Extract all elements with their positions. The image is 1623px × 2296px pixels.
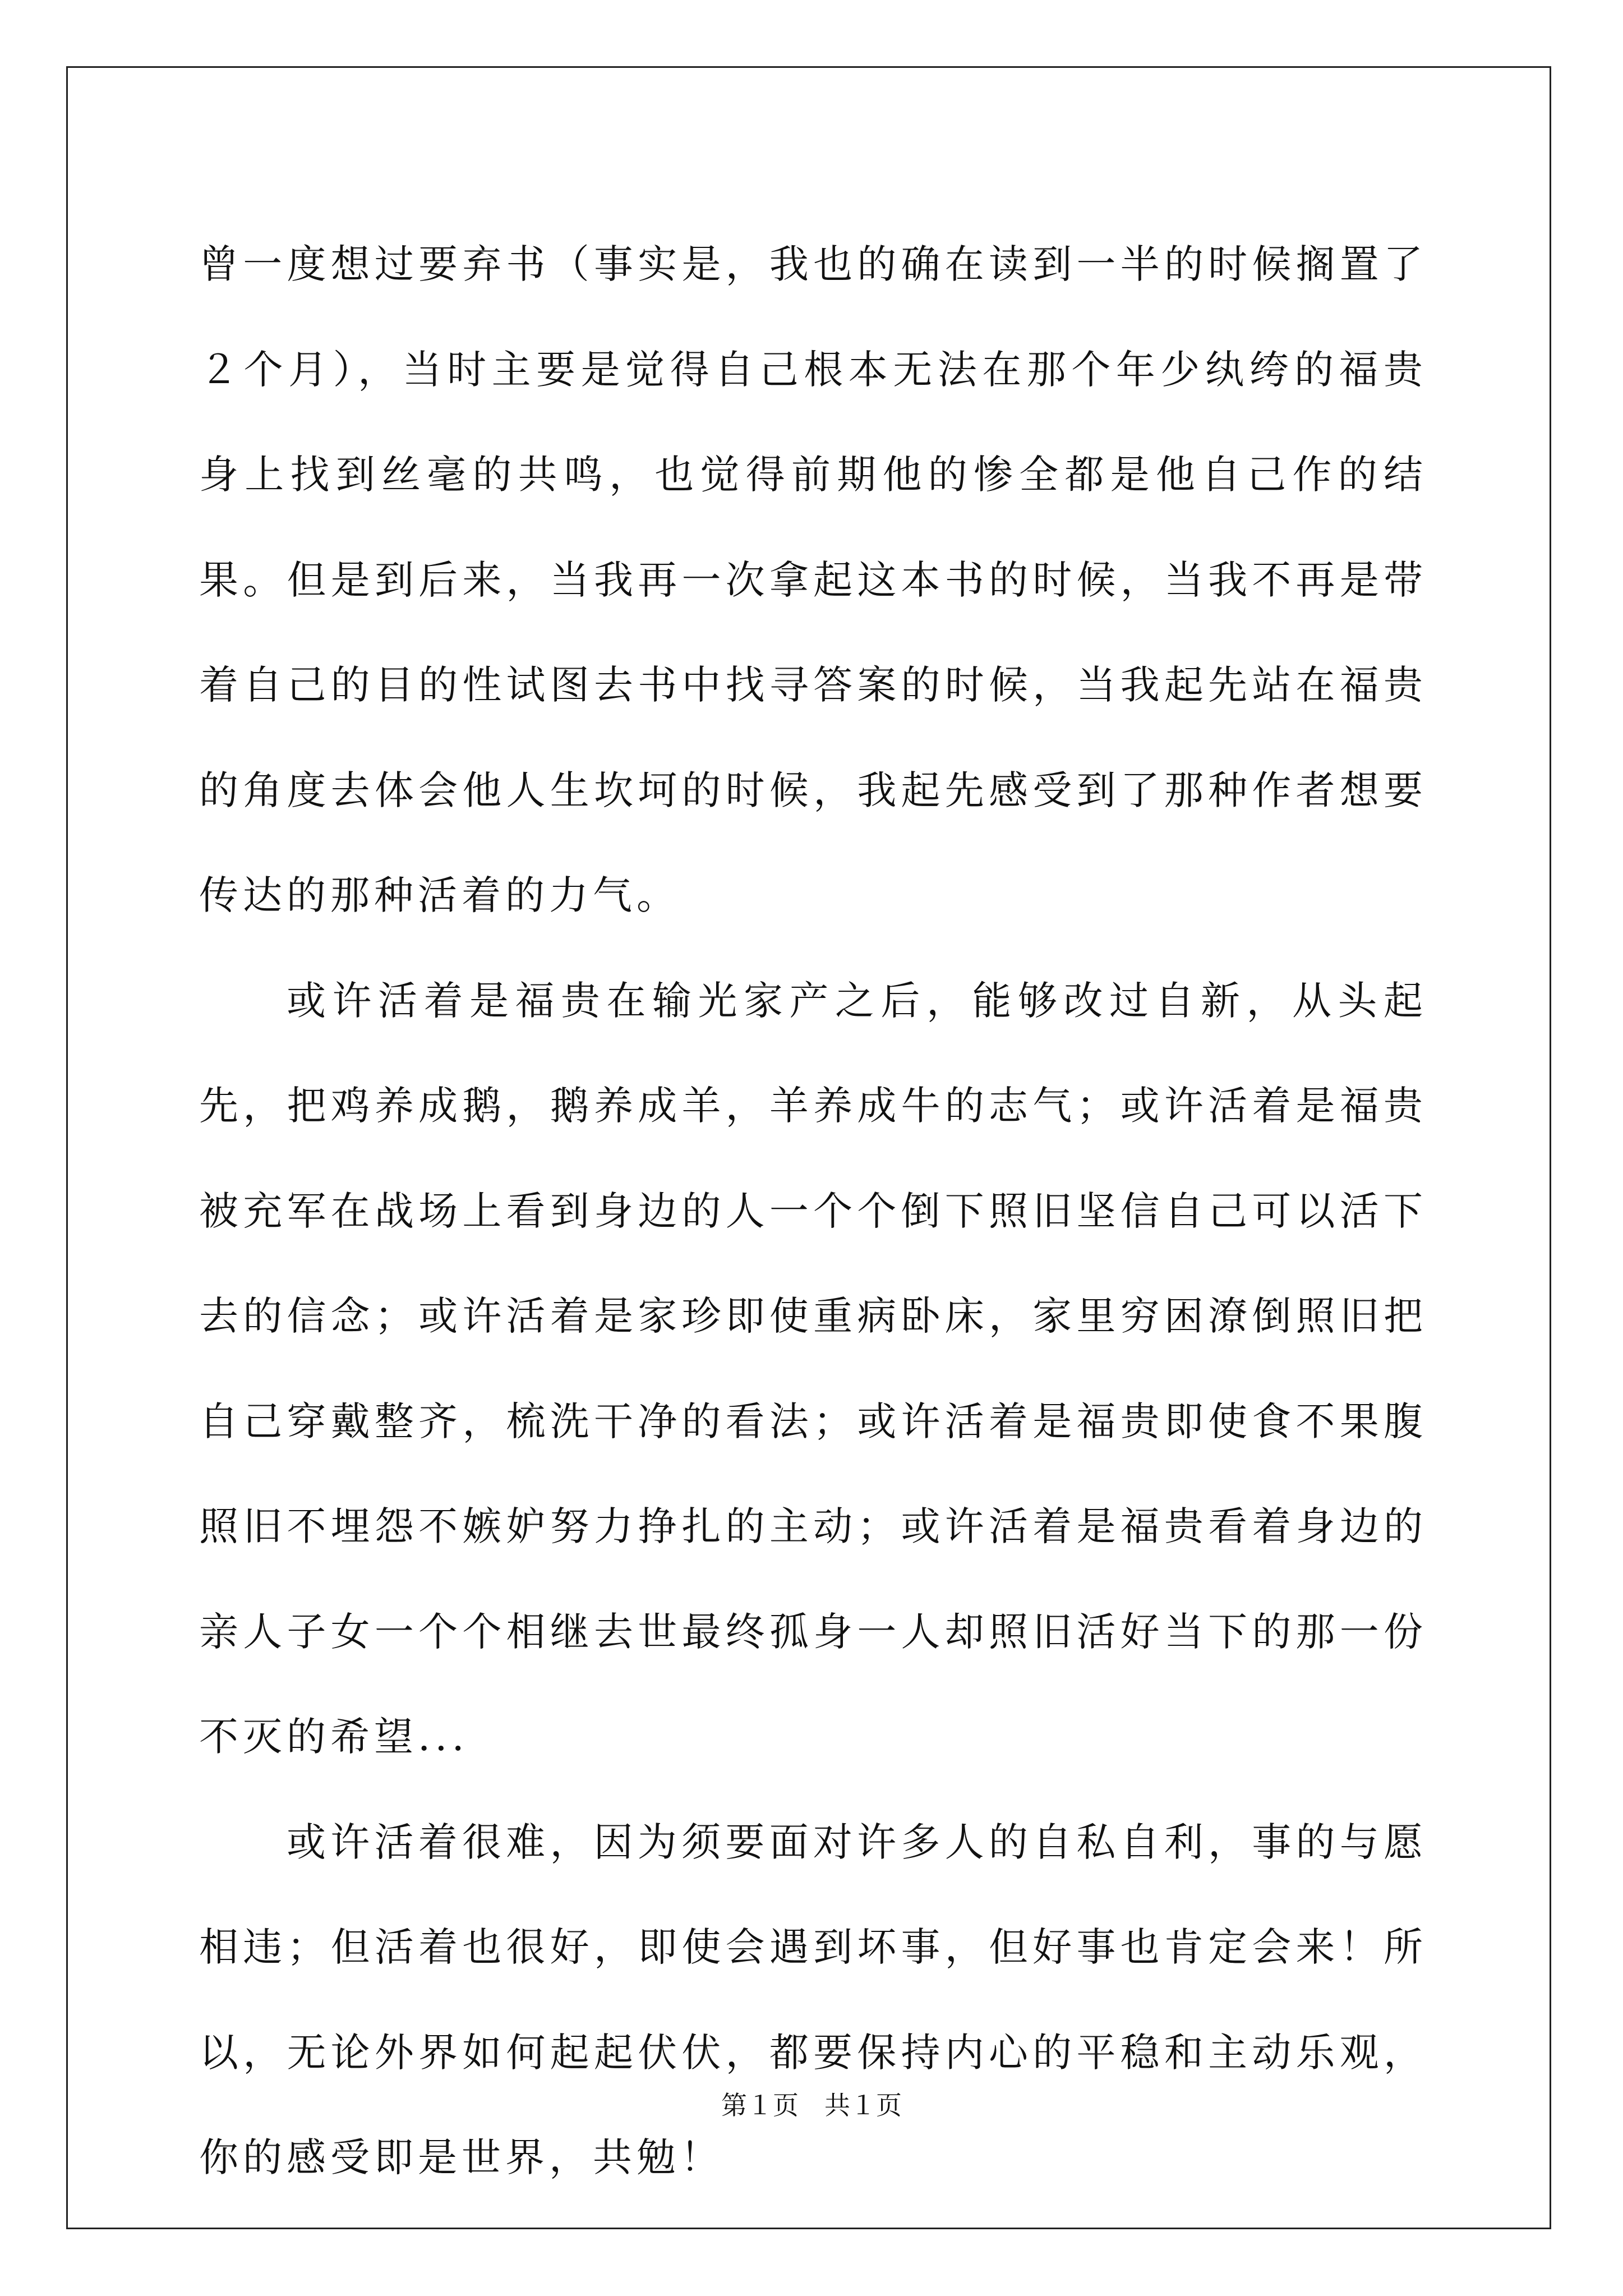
document-body xyxy=(199,212,1427,2211)
paragraph-3: 或许活着很难，因为须要面对许多人的自私自利，事的与愿相违；但活着也很好，即使会遇到坏事，但好事也肯定会来！所以，无论外界如何起起伏伏，都要保持内心的平稳和主动乐观，你的感受即是世界，共勉！ xyxy=(199,1819,1427,2180)
paragraph-2: 或许活着是福贵在输光家产之后，能够改过自新，从头起先，把鸡养成鹅，鹅养成羊，羊养成牛的志气；或许活着是福贵被充军在战场上看到身边的人一个个倒下照旧坚信自己可以活下去的信念；或许活着是家珍即使重病卧床，家里穷困潦倒照旧把自己穿戴整齐，梳洗干净的看法；或许活着是福贵即使食不果腹照旧不埋怨不嫉妒努力挣扎的主动；或许活着是福贵看着身边的亲人子女一个个相继去世最终孤身一人却照旧活好当下的那一份不灭的希望... xyxy=(199,977,1427,1760)
page-number-footer: 第１页 共１页 xyxy=(721,2091,902,2120)
paragraph-1: 曾一度想过要弃书（事实是，我也的确在读到一半的时候搁置了２个月），当时主要是觉得自己根本无法在那个年少纨绔的福贵身上找到丝毫的共鸣，也觉得前期他的惨全都是他自己作的结果。但是到后来，当我再一次拿起这本书的时候，当我不再是带着自己的目的性试图去书中找寻答案的时候，当我起先站在福贵的角度去体会他人生坎坷的时候，我起先感受到了那种作者想要传达的那种活着的力气。 xyxy=(199,241,1427,918)
